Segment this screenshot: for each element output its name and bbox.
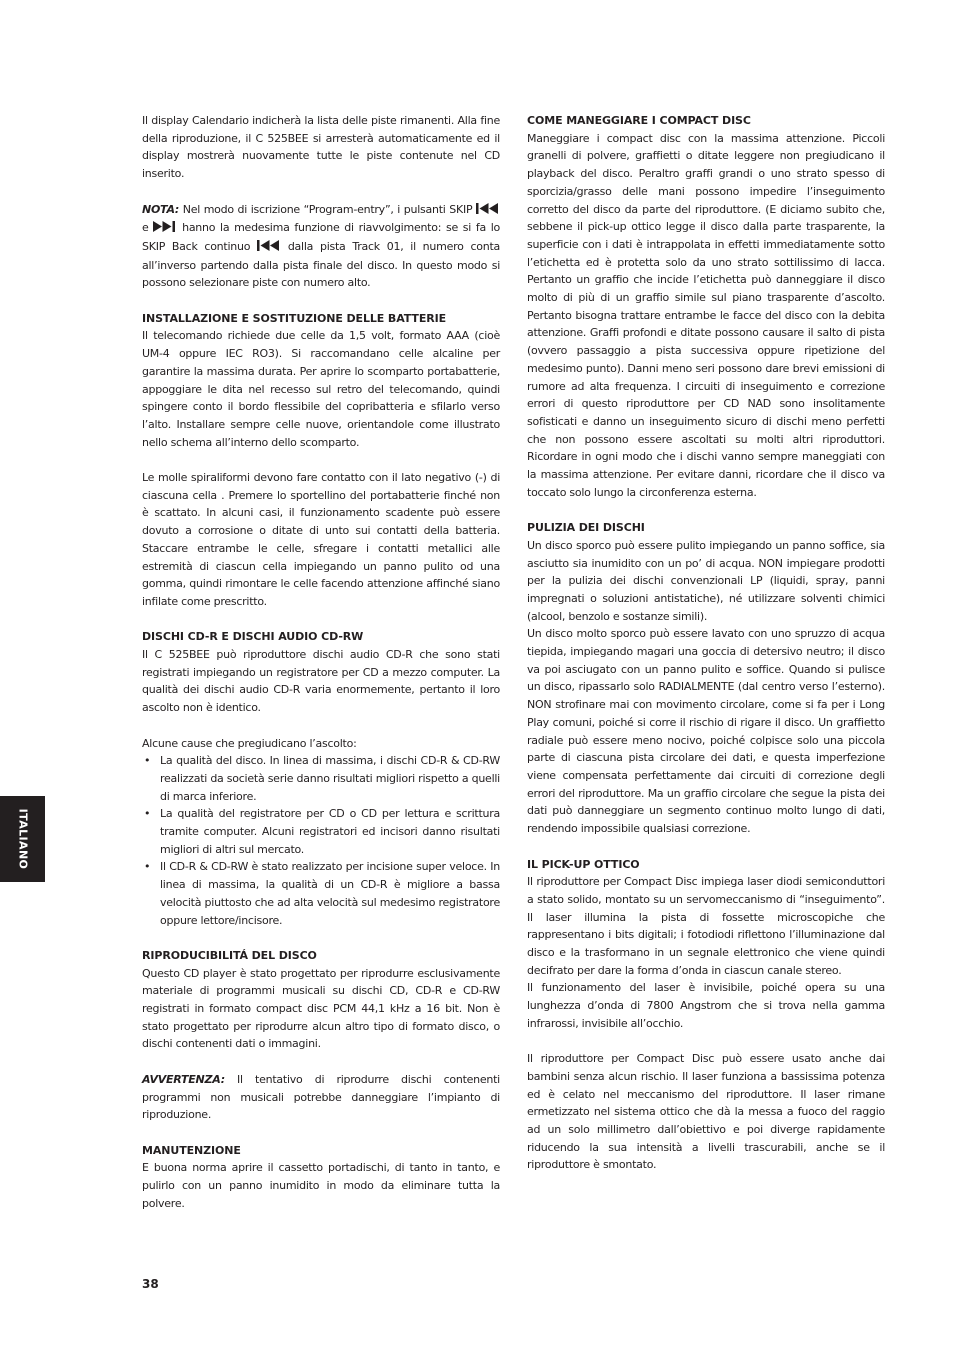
nota-text-4: dalla pista Track 01, il numero conta all’inverso partendo dalla pista finale del disco. In questo modo si possono selezionare piste con numero alto. <box>142 239 500 290</box>
list-item-text: Il CD-R & CD-RW è stato realizzato per incisione super veloce. In linea di massima, la qualità di un CD-R è migliore a bassa velocità piuttosto che ad alta velocità sul medesimo registratore oppure lettore/incisore. <box>160 860 500 927</box>
pickup-paragraph-1: Il riproduttore per Compact Disc impiega laser diodi semiconduttori a stato solido, montato su un servomeccanismo di “inseguimento”. Il laser illumina la pista di fossette microscopiche che rappresentano i bits digitali; i fotodiodi riflettono l’illuminazione dal disco e la trasformano in un segnale elettronico che viene quindi decifrato per dare la forma d’onda in ciascun canale stereo. <box>527 875 885 977</box>
skip-back-icon <box>476 202 500 220</box>
batterie-heading: INSTALLAZIONE E SOSTITUZIONE DELLE BATTERIE <box>142 311 447 325</box>
right-column <box>527 112 885 1192</box>
nota-text-3: hanno la medesima funzione di riavvolgimento: se si fa lo SKIP Back continuo <box>142 221 500 253</box>
cdr-bullet-list <box>142 752 500 929</box>
batterie-paragraph-2: Le molle spiraliformi devono fare contatto con il lato negativo (-) di ciascuna cella . Premere lo sportellino del portabatterie finché non è scattato. In alcuni casi, il funzionamento scadente può essere dovuto a corrosione o ditate di unto sui contatti della batteria. Staccare entrambe le celle, sfregare i contatti metallici alle estremità di ciascun cella impiegando un panno pulito od una gomma, quindi rimontare le celle facendo attenzione affinché siano infilate come prescritto. <box>142 471 500 608</box>
riproducibilita-heading: RIPRODUCIBILITÁ DEL DISCO <box>142 948 317 962</box>
bullet-glyph: • <box>144 860 151 874</box>
manutenzione-heading: MANUTENZIONE <box>142 1143 241 1157</box>
maneggiare-paragraph: Maneggiare i compact disc con la massima attenzione. Piccoli granelli di polvere, graffietti o ditate leggere non pregiudicano il playback del disco. Peraltro graffi grandi o uno strato spesso di sporcizia/grasso delle mani possono impedire l’inseguimento corretto del disco da parte del riproduttore. (E diciamo subito che, sebbene il pick-up ottico legge il disco dalla parte trasparente, la superficie con i dati è intrappolata in effetti immediatamente sotto l’etichetta ed è protetta solo da uno strato sottilissimo di lacca. Pertanto un graffio che incide l’etichetta può danneggiare il disco molto di più di un graffio simile sul piano trasparente d’ascolto. Pertanto bisogna trattare entrambe le facce del disco con la debita attenzione. Graffi profondi e ditate possono causare il salto di pista (ovvero passaggio a pista successiva oppure ripetizione del medesimo punto). Danni meno seri possono dare brevi emissioni di rumore ad alta frequenza. I circuiti di inseguimento e correzione errori di questo riproduttore per CD NAD sono insolitamente sofisticati e danno un inseguimento sicuro di dischi meno perfetti che non possono essere ascoltati su molti altri riproduttori. Ricordare in ogni modo che i dischi vanno sempre maneggiati con la massima attenzione. Per evitare danni, ricordare che il disco va toccato solo lungo la circonferenza esterna. <box>527 131 885 499</box>
bullet-glyph: • <box>144 754 151 768</box>
cdr-intro: Alcune cause che pregiudicano l’ascolto: <box>142 736 357 750</box>
cdr-heading: DISCHI CD-R E DISCHI AUDIO CD-RW <box>142 630 364 644</box>
list-item <box>142 805 500 858</box>
manutenzione-paragraph: E buona norma aprire il cassetto portadischi, di tanto in tanto, e pulirlo con un panno inumidito in modo da eliminare tutta la polvere. <box>142 1161 500 1210</box>
bullet-glyph: • <box>144 807 151 821</box>
list-item-text: La qualità del registratore per CD o CD per lettura e scrittura tramite computer. Alcuni registratori ed incisori danno risultati migliori di altri sul mercato. <box>160 807 500 856</box>
nota-label: NOTA: <box>142 202 180 216</box>
nota-paragraph <box>142 201 500 293</box>
language-side-tab-label: ITALIANO <box>16 808 29 870</box>
list-item <box>142 752 500 805</box>
calendario-paragraph: Il display Calendario indicherà la lista delle piste rimanenti. Alla fine della riproduzione, il C 525BEE si arresterà automaticamente ed il display mostrerà nuovamente tutte le piste contenute nel CD inserito. <box>142 114 500 181</box>
page-number: 38 <box>142 1277 159 1291</box>
pulizia-heading: PULIZIA DEI DISCHI <box>527 521 645 535</box>
cdr-paragraph: Il C 525BEE può riproduttore dischi audio CD-R che sono stati registrati impiegando un registratore per CD a mezzo computer. La qualità dei dischi audio CD-R varia enormemente, pertanto il loro ascolto non è identico. <box>142 648 500 715</box>
list-item-text: La qualità del disco. In linea di massima, i dischi CD-R & CD-RW realizzati da società serie danno risultati migliori rispetto a quelli di marca inferiore. <box>160 754 500 803</box>
list-item <box>142 858 500 929</box>
pulizia-paragraph-1: Un disco sporco può essere pulito impiegando un panno soffice, sia asciutto sia inumidito con un po’ di acqua. NON impiegare prodotti per la pulizia dei dischi convenzionali LP (liquidi, spray, panni impregnati o soluzioni antistatiche), né utilizzare solventi chimici (alcool, benzolo e sostanze simili). <box>527 538 885 623</box>
avvertenza-paragraph <box>142 1071 500 1124</box>
nota-text-2: e <box>142 221 154 235</box>
skip-forward-icon <box>153 220 177 238</box>
pickup-heading: IL PICK-UP OTTICO <box>527 857 640 871</box>
skip-back-icon <box>257 239 281 257</box>
pickup-paragraph-3: Il riproduttore per Compact Disc può essere usato anche dai bambini senza alcun rischio. Il laser funziona a bassissima potenza ed è celato nel meccanismo del riproduttore. Il laser rimane ermetizzato nel sistema ottico che dà la messa a fuoco del raggio ad un solo millimetro dall’obiettivo e poi diverge rapidamente riducendo la sua intensità a livelli trascurabili, anche se il riproduttore è smontato. <box>527 1052 885 1172</box>
avvertenza-text: Il tentativo di riprodurre dischi contenenti programmi non musicali potrebbe danneggiare l’impianto di riproduzione. <box>142 1072 500 1122</box>
maneggiare-heading: COME MANEGGIARE I COMPACT DISC <box>527 114 751 127</box>
pickup-paragraph-2: Il funzionamento del laser è invisibile, poiché opera su una lunghezza d’onda di 7800 Angstrom che si trova nella gamma infrarossi, invisibile all’occhio. <box>527 981 885 1030</box>
batterie-paragraph-1: Il telecomando richiede due celle da 1,5 volt, formato AAA (cioè UM-4 oppure IEC RO3). Si raccomandano celle alcaline per garantire la massima durata. Per aprire lo scomparto portabatterie, appoggiare le dita nel recesso sul retro del telecomando, quindi spingere conto il bordo flessibile del copribatteria e sfilarlo verso l’alto. Installare sempre celle nuove, orientandole come illustrato nello schema all’interno dello scomparto. <box>142 329 500 449</box>
riproducibilita-paragraph: Questo CD player è stato progettato per riprodurre esclusivamente materiale di programmi musicali su dischi CD, CD-R e CD-RW registrati in formato compact disc PCM 44,1 kHz a 16 bit. Non è stato progettato per riprodurre alcun altro tipo di formato disco, o dischi contenenti dati o immagini. <box>142 966 500 1051</box>
nota-text-1: Nel modo di iscrizione “Program-entry”, i pulsanti SKIP <box>179 202 476 216</box>
avvertenza-label: AVVERTENZA: <box>142 1072 225 1086</box>
language-side-tab <box>0 796 45 882</box>
left-column <box>142 112 500 1230</box>
pulizia-paragraph-2: Un disco molto sporco può essere lavato con uno spruzzo di acqua tiepida, impiegando magari una goccia di detersivo neutro; il disco va poi asciugato con un panno pulito e soffice. Quando si pulisce un disco, ripassarlo solo RADIALMENTE (dal centro verso l’esterno). NON strofinare mai con movimento circolare, come si fa per i Long Play comuni, poiché si corre il rischio di rigare il disco. Un graffietto radiale può essere meno nocivo, poiché colpisce solo una piccola parte di ciascuna pista circolare dei dati, e questa imperfezione viene compensata perfettamente dai circuiti di correzione degli errori del riproduttore. Ma un graffio circolare che segue la pista dei dati può danneggiare un segmento continuo molto lungo di dati, rendendo impossibile qualsiasi correzione. <box>527 627 885 836</box>
